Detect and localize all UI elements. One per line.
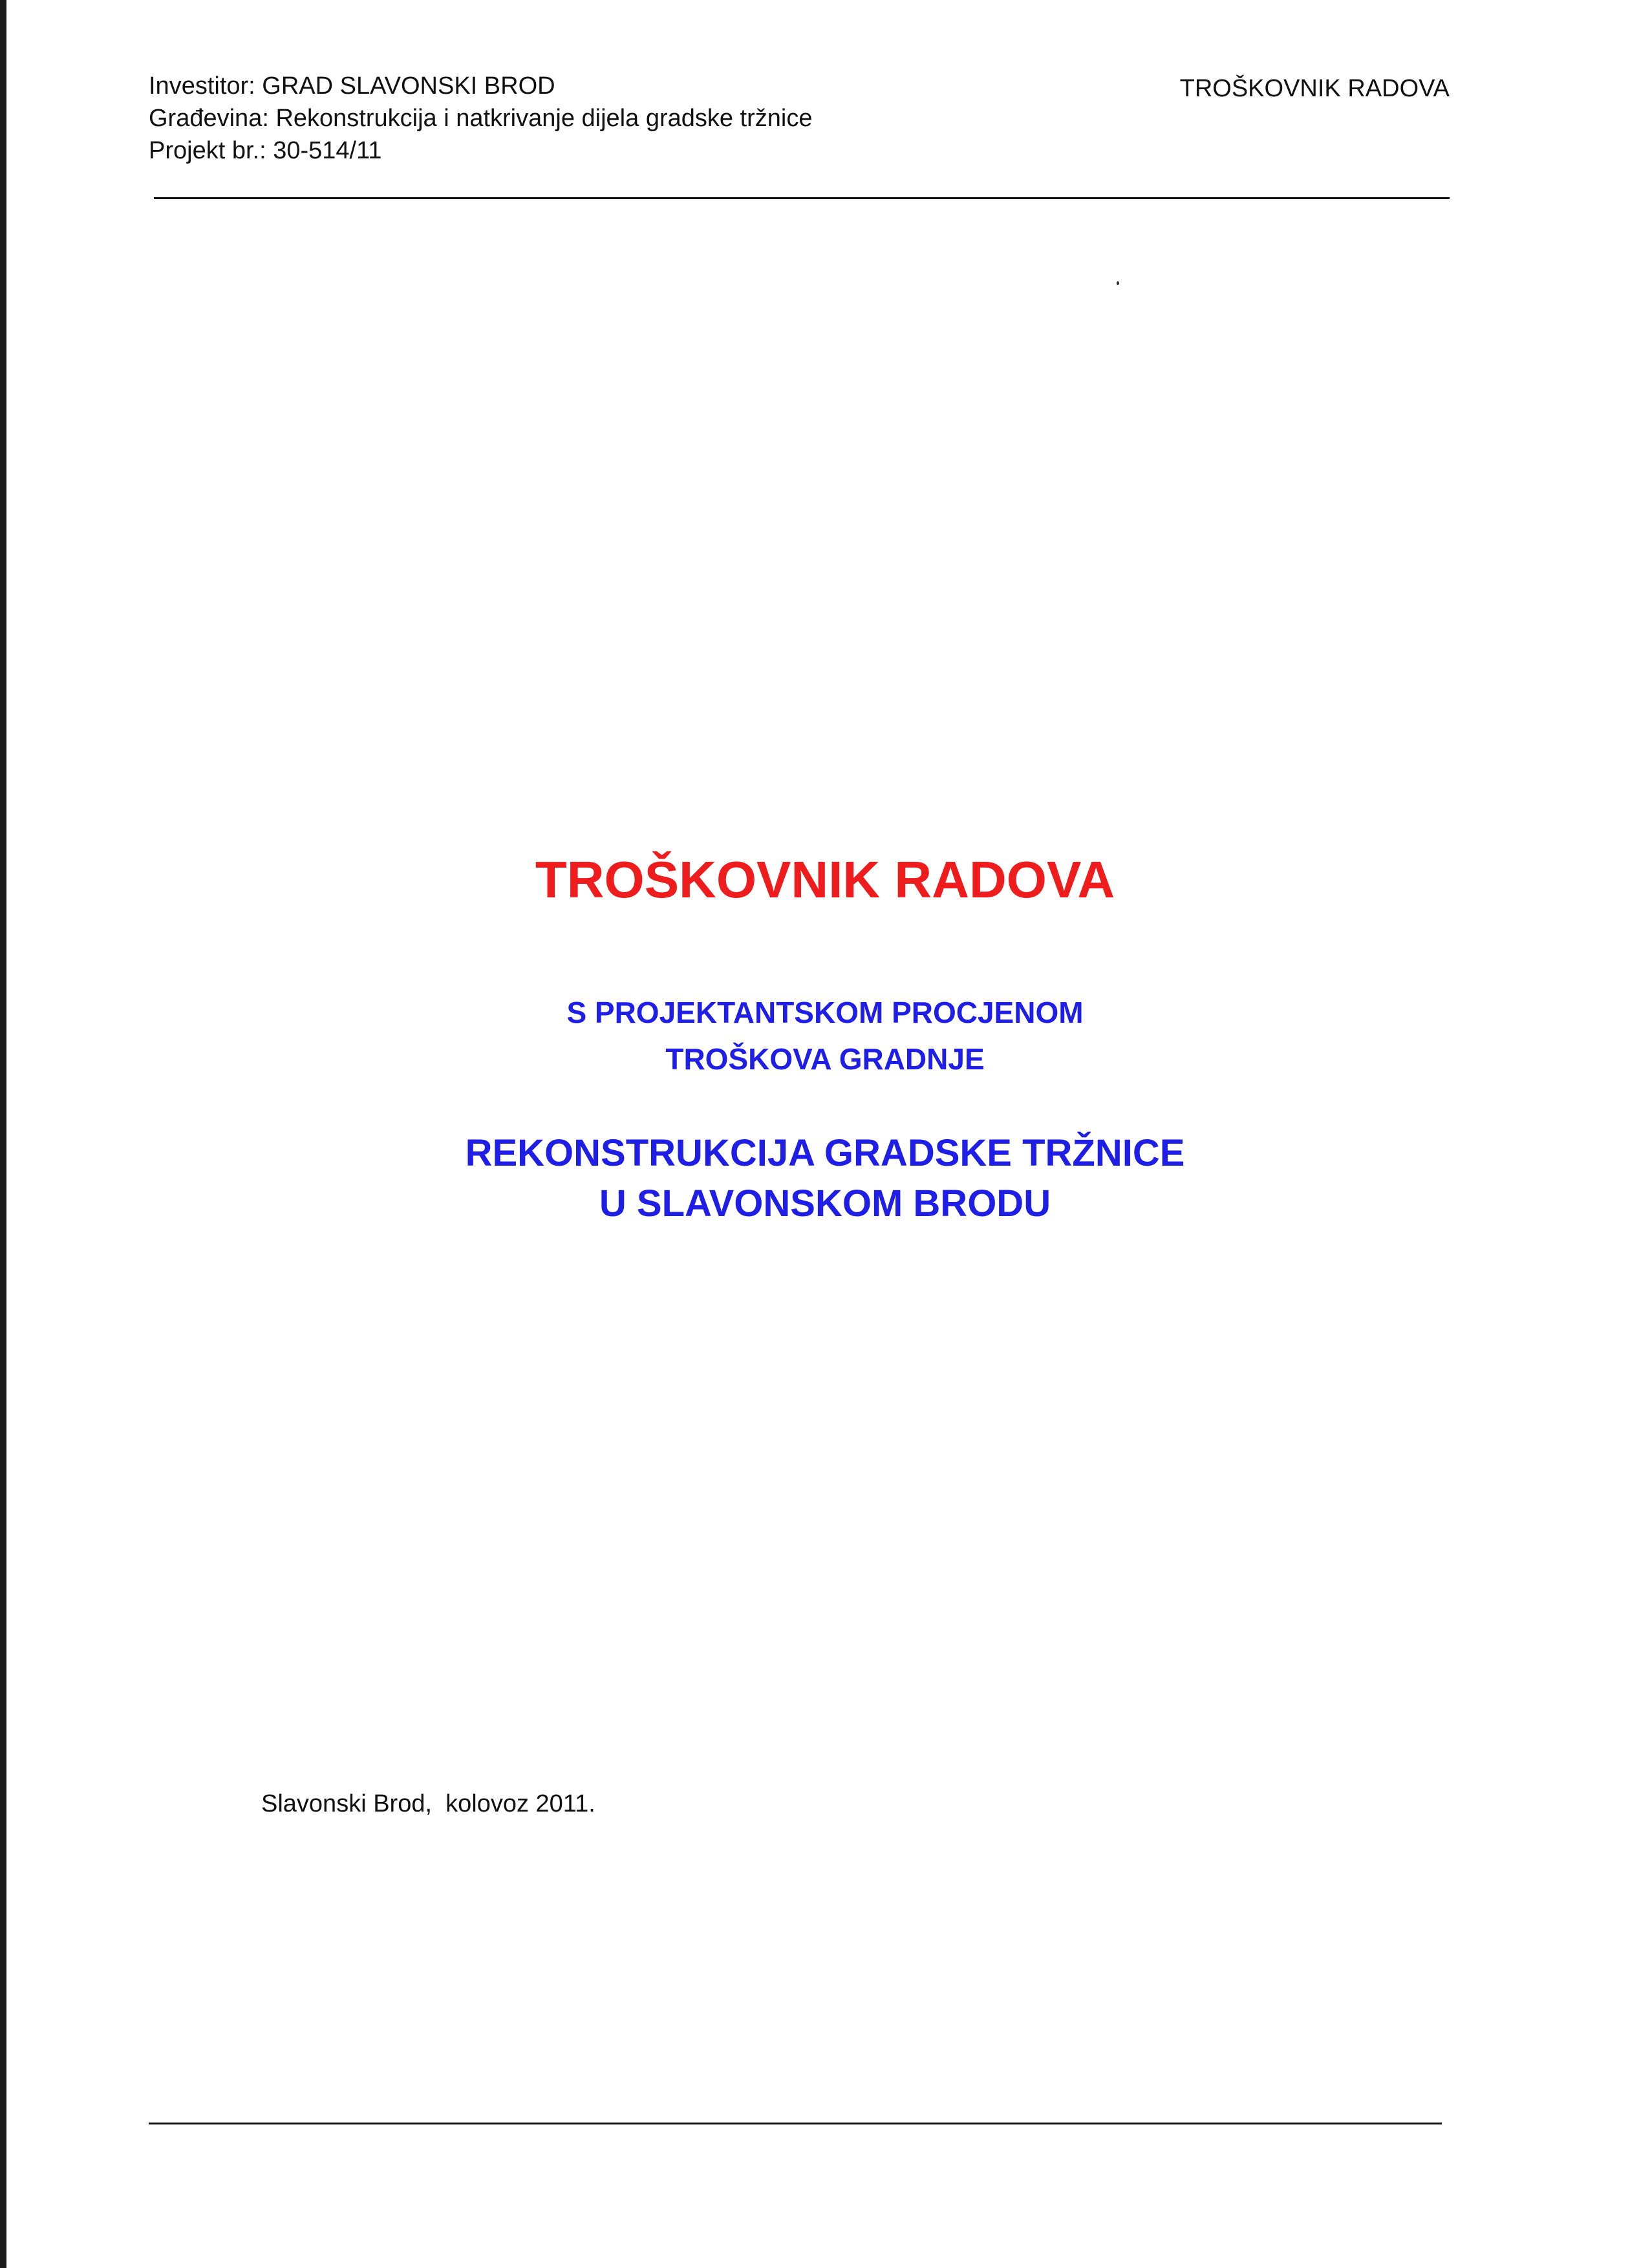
project-title-line-1: REKONSTRUKCIJA GRADSKE TRŽNICE xyxy=(465,1132,1185,1174)
header-document-type: TROŠKOVNIK RADOVA xyxy=(1179,75,1450,102)
footer-divider xyxy=(149,2123,1442,2124)
projekt-line: Projekt br.: 30-514/11 xyxy=(149,137,382,164)
subtitle-line-1: S PROJEKTANTSKOM PROCJENOM xyxy=(566,996,1084,1029)
investitor-line: Investitor: GRAD SLAVONSKI BROD xyxy=(149,72,555,100)
main-title: TROŠKOVNIK RADOVA xyxy=(535,851,1115,908)
project-title-line-2: U SLAVONSKOM BRODU xyxy=(599,1182,1051,1225)
gradevina-line: Građevina: Rekonstrukcija i natkrivanje dijela gradske tržnice xyxy=(149,105,813,132)
subtitle-line-2: TROŠKOVA GRADNJE xyxy=(665,1042,985,1076)
scan-speck xyxy=(1117,281,1119,285)
place-and-date: Slavonski Brod, kolovoz 2011. xyxy=(261,1790,595,1817)
header-info xyxy=(149,70,812,167)
header-divider xyxy=(154,197,1450,199)
project-title xyxy=(0,1128,1650,1229)
subtitle xyxy=(0,989,1650,1082)
